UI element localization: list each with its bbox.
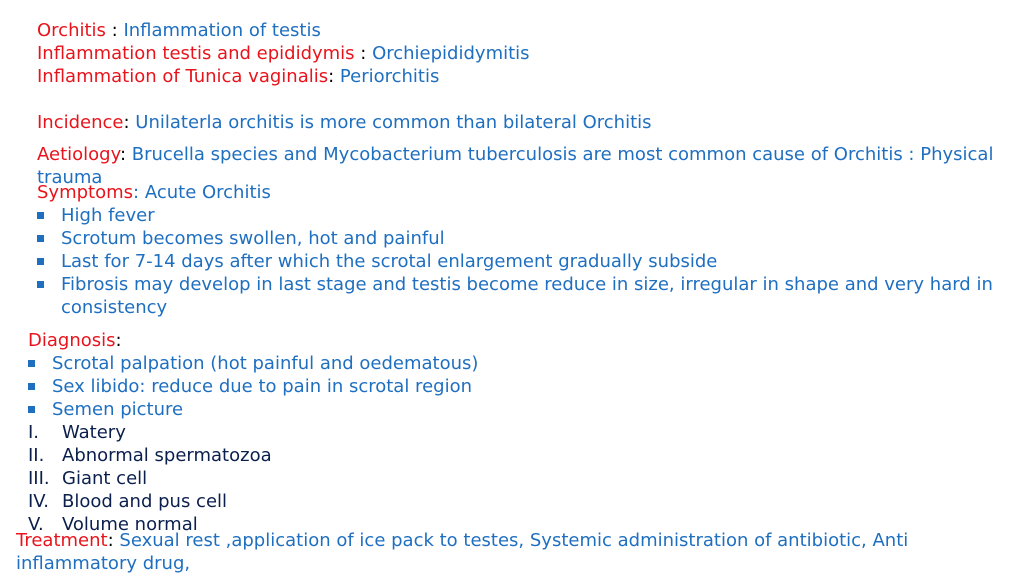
diagnosis-text: Sex libido: reduce due to pain in scrotal region xyxy=(52,376,472,397)
symptom-item xyxy=(37,250,997,273)
semen-text: Giant cell xyxy=(62,468,148,489)
symptom-text: Last for 7-14 days after which the scrotal enlargement gradually subside xyxy=(61,251,718,272)
roman-numeral: I. xyxy=(28,422,40,443)
diagnosis-label: Diagnosis xyxy=(28,330,116,351)
definition-orchiepididymitis xyxy=(37,42,530,65)
incidence-label: Incidence xyxy=(37,112,124,133)
symptoms-label: Symptoms xyxy=(37,182,134,203)
definition-value: Inflammation of testis xyxy=(123,20,321,41)
roman-numeral: III. xyxy=(28,468,50,489)
symptom-text: Fibrosis may develop in last stage and testis become reduce in size, irregular in shape and very hard in consistency xyxy=(61,274,993,318)
symptom-text: Scrotum becomes swollen, hot and painful xyxy=(61,228,445,249)
symptoms-block xyxy=(37,181,997,319)
semen-item xyxy=(28,444,478,467)
diagnosis-item xyxy=(28,375,478,398)
aetiology-text: Brucella species and Mycobacterium tuberculosis are most common cause of Orchitis : Physical xyxy=(131,144,994,165)
definition-value: Periorchitis xyxy=(339,66,440,87)
treatment-text: Sexual rest ,application of ice pack to testes, Systemic administration of antibiotic, Anti xyxy=(119,530,909,551)
definition-term: Inflammation testis and epididymis xyxy=(37,43,355,64)
aetiology-separator: : xyxy=(119,144,132,165)
definition-term: Inflammation of Tunica vaginalis xyxy=(37,66,329,87)
definition-separator: : xyxy=(328,66,340,87)
bullet-square-icon xyxy=(37,258,44,265)
symptoms-heading xyxy=(37,181,997,204)
semen-item xyxy=(28,467,478,490)
definition-separator: : xyxy=(354,43,373,64)
definition-orchitis xyxy=(37,19,530,42)
diagnosis-block xyxy=(28,329,478,536)
semen-item xyxy=(28,490,478,513)
bullet-square-icon xyxy=(37,212,44,219)
definition-separator: : xyxy=(105,20,124,41)
definition-periorchitis xyxy=(37,65,530,88)
semen-text: Abnormal spermatozoa xyxy=(62,445,272,466)
diagnosis-item xyxy=(28,352,478,375)
treatment-line-2: inflammatory drug, xyxy=(16,553,191,574)
treatment-line-1 xyxy=(16,529,908,552)
symptom-item xyxy=(37,273,997,319)
roman-numeral: II. xyxy=(28,445,45,466)
semen-text: Volume normal xyxy=(62,514,198,535)
bullet-square-icon xyxy=(37,281,44,288)
diagnosis-heading xyxy=(28,329,478,352)
bullet-square-icon xyxy=(28,383,35,390)
symptoms-subtitle: Acute Orchitis xyxy=(144,182,271,203)
diagnosis-text: Semen picture xyxy=(52,399,184,420)
incidence-line xyxy=(37,111,652,134)
semen-text: Watery xyxy=(62,422,126,443)
symptom-item xyxy=(37,204,997,227)
symptom-item xyxy=(37,227,997,250)
roman-numeral: V. xyxy=(28,514,44,535)
definition-value: Orchiepididymitis xyxy=(372,43,530,64)
semen-item xyxy=(28,421,478,444)
symptoms-separator: : xyxy=(133,182,145,203)
roman-numeral: IV. xyxy=(28,491,50,512)
symptom-text: High fever xyxy=(61,205,155,226)
incidence-separator: : xyxy=(123,112,136,133)
bullet-square-icon xyxy=(37,235,44,242)
treatment-label: Treatment xyxy=(16,530,108,551)
diagnosis-text: Scrotal palpation (hot painful and oedematous) xyxy=(52,353,479,374)
aetiology-line-2: trauma xyxy=(37,167,103,188)
diagnosis-item xyxy=(28,398,478,421)
aetiology-label: Aetiology xyxy=(37,144,120,165)
bullet-square-icon xyxy=(28,360,35,367)
aetiology-line-1 xyxy=(37,143,993,166)
treatment-block xyxy=(16,529,908,575)
definition-term: Orchitis xyxy=(37,20,106,41)
diagnosis-separator: : xyxy=(115,330,122,351)
definitions-block xyxy=(37,19,530,88)
bullet-square-icon xyxy=(28,406,35,413)
incidence-text: Unilaterla orchitis is more common than bilateral Orchitis xyxy=(135,112,652,133)
treatment-separator: : xyxy=(107,530,120,551)
semen-text: Blood and pus cell xyxy=(62,491,228,512)
